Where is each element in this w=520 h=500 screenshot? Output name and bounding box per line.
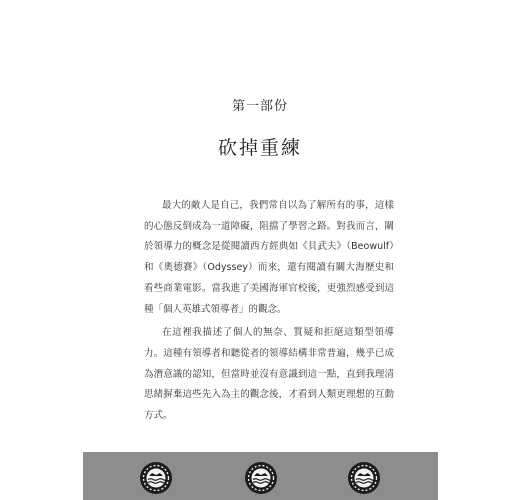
paragraph-2: 在這裡我描述了個人的無奈、質疑和拒絕這類型領導力。這種有領導者和聽從者的領導結構非常普遍，幾乎已成為潛意識的認知，但當時並沒有意識到這一點，直到我理清思緒摒棄這些先入為主的觀念後，才看到人類更理想的互動方式。	[144, 327, 394, 422]
ship-wheel-emblem-icon	[244, 461, 278, 495]
ship-wheel-emblem-icon	[139, 461, 173, 495]
ship-wheel-emblem-icon	[347, 461, 381, 495]
chapter-title: 砍掉重練	[217, 137, 302, 159]
paragraph-1: 最大的敵人是自己，我們常自以為了解所有的事，這樣的心態反倒成為一道障礙，阻擋了學習之路。對我而言，關於領導力的概念是從閱讀西方經典如《貝武夫》（Beowulf）和《奧德賽》（Odyssey）而來，還有閱讀有關大海歷史和看些商業電影。當我進了美國海軍官校後，更強烈感受到這種「個人英雄式領導者」的觀念。	[144, 200, 394, 315]
footer-band	[83, 452, 438, 500]
body-text	[144, 196, 394, 430]
part-label: 第一部份	[231, 99, 288, 114]
